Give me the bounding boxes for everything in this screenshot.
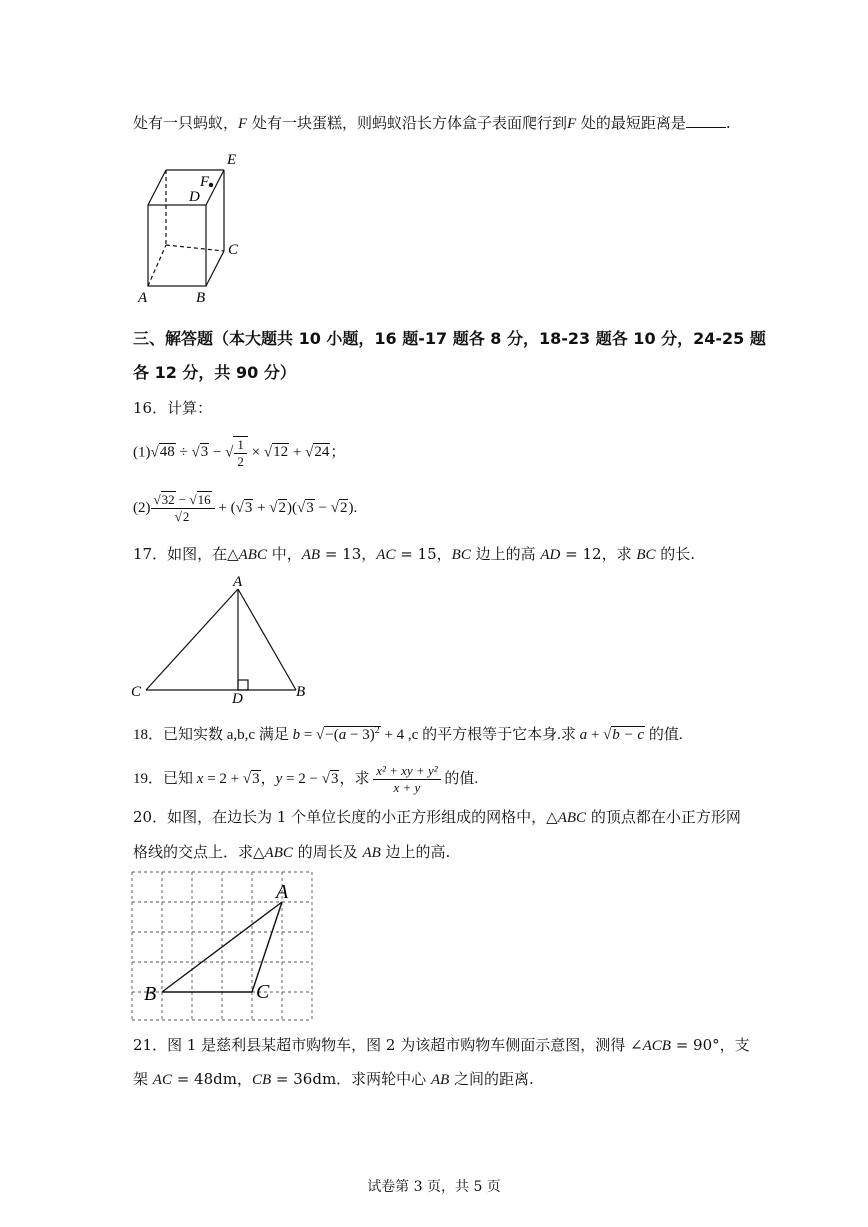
label-a: A [276, 881, 289, 903]
q17-text: 17．如图，在△ABC 中，AB = 13，AC = 15，BC 边上的高 AD = 12，求 BC 的长. [133, 545, 696, 563]
label-c: C [256, 981, 270, 1003]
label-e: E [227, 152, 237, 168]
q21-line2: 架 AC = 48dm，CB = 36dm．求两轮中心 AB 之间的距离. [133, 1070, 534, 1088]
q16-part2: (2) $\frac{√32 - √16}{√2}$ + (√3 + √2)(√3 − √2). [133, 492, 358, 524]
q16-heading: 16．计算： [133, 399, 213, 417]
label-c: C [228, 242, 239, 258]
q19-text: 19．已知 x = 2 + √3，y = 2 − √3，求 $\frac{\text{x² + xy + y²}}{x + y}$ 的值. [133, 763, 479, 795]
q20-line1: 20．如图，在边长为 1 个单位长度的小正方形组成的网格中，△ABC 的顶点都在小正方形网 [133, 808, 741, 826]
label-a: A [138, 290, 148, 306]
continued-question-line: 处有一只蚂蚁，F 处有一块蛋糕，则蚂蚁沿长方体盒子表面爬行到F 处的最短距离是 . [133, 114, 731, 132]
q20-line2: 格线的交点上．求△ABC 的周长及 AB 边上的高. [133, 843, 451, 861]
label-b: B [296, 684, 306, 700]
triangle-figure-q17 [128, 572, 318, 704]
label-c: C [131, 684, 142, 700]
answer-blank [686, 113, 726, 128]
label-b: B [144, 983, 157, 1005]
label-b: B [196, 290, 206, 306]
label-a: A [233, 574, 243, 590]
q16-part1: (1)√48 ÷ √3 − √ $\frac{1}{2}$ × √12 + √24； [133, 437, 346, 469]
page-footer: 试卷第 3 页，共 5 页 [367, 1179, 501, 1195]
label-d: D [189, 189, 200, 205]
label-f: F [200, 174, 210, 190]
cuboid-figure [132, 150, 252, 310]
section-heading: 三、解答题（本大题共 10 小题，16 题-17 题各 8 分，18-23 题各 10 分，24-25 题 [133, 329, 766, 348]
q21-line1: 21．图 1 是慈利县某超市购物车，图 2 为该超市购物车侧面示意图，测得 ∠ACB = 90°，支 [133, 1036, 750, 1054]
q18-text: 18．已知实数 a,b,c 满足 $b = √-(a - 3)^2 + 4$ ,c 的平方根等于它本身.求 a + √b − c 的值. [133, 725, 683, 743]
section-heading-cont: 各 12 分，共 90 分） [133, 363, 296, 382]
grid-figure-q20 [130, 870, 314, 1024]
label-d: D [232, 691, 243, 704]
point-f [209, 183, 213, 187]
